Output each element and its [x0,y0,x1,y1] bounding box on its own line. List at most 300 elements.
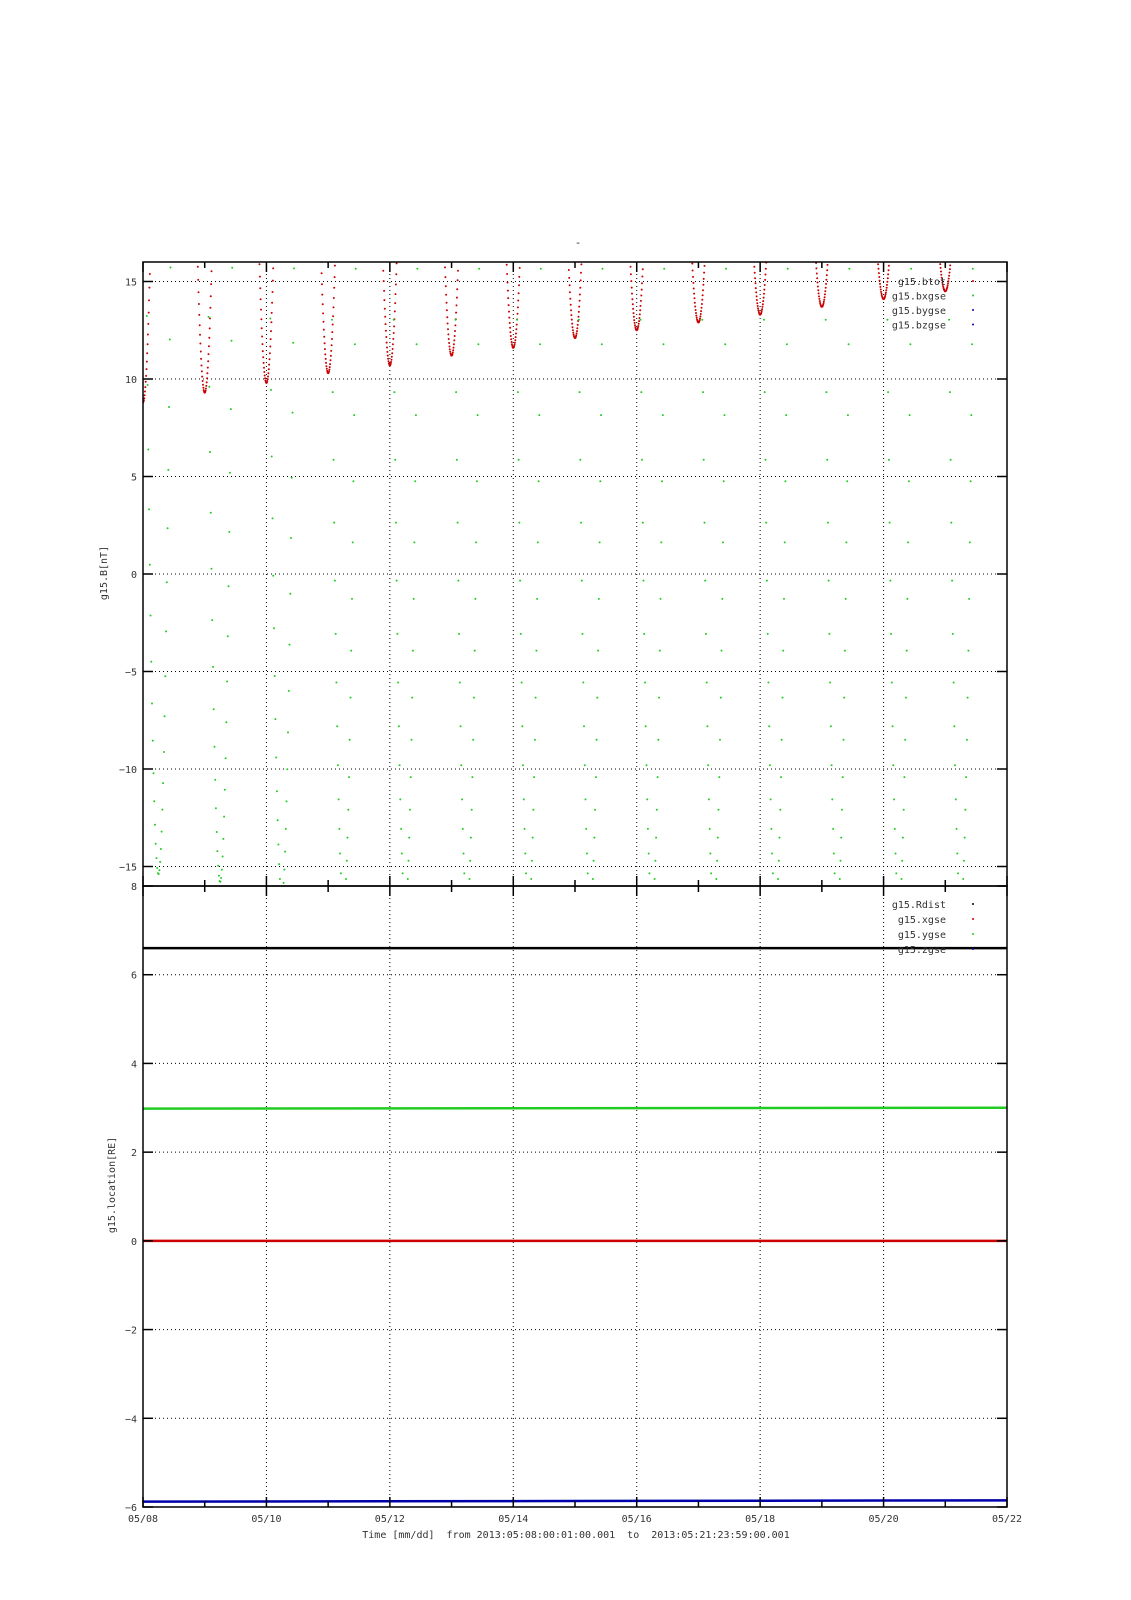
bxgse-point [228,585,230,587]
btot-point [701,307,703,309]
btot-point [510,338,512,340]
btot-point [694,306,696,308]
bxgse-point [333,459,335,461]
btot-point [198,314,200,316]
btot-point [335,240,337,242]
btot-point [202,384,204,386]
bxgse-point [163,751,165,753]
bxgse-point [411,739,413,741]
bxgse-point [844,650,846,652]
bxgse-point [525,872,527,874]
bxgse-point [774,903,776,905]
bxgse-point [158,869,160,871]
bxgse-point [402,888,404,890]
btot-point [766,248,768,250]
btot-point [885,289,887,291]
bxgse-point [338,828,340,830]
bxgse-point [953,682,955,684]
btot-point [950,252,952,254]
btot-point [705,234,707,236]
bxgse-point [837,900,839,902]
btot-point [395,273,397,275]
bxgse-point [710,872,712,874]
bxgse-point [153,800,155,802]
btot-point [258,236,260,238]
btot-point [207,360,209,362]
btot-point [329,363,331,365]
bxgse-point [526,888,528,890]
btot-point [695,315,697,317]
btot-point [937,228,939,230]
bxgse-point [518,459,520,461]
bxgse-point [334,580,336,582]
btot-point [511,341,513,343]
btot-point [579,294,581,296]
btot-point [815,267,817,269]
bxgse-point [469,860,471,862]
legend-marker [972,309,974,311]
bxgse-point [405,904,407,906]
bxgse-point [709,828,711,830]
bxgse-point [644,682,646,684]
bxgse-point [292,342,294,344]
bxgse-point [887,391,889,393]
bxgse-point [968,598,970,600]
btot-point [202,387,204,389]
bxgse-point [590,900,592,902]
bxgse-point [218,875,220,877]
bxgse-point [719,739,721,741]
btot-point [824,290,826,292]
bxgse-point [776,900,778,902]
btot-point [816,277,818,279]
btot-point [149,273,151,275]
btot-point [881,293,883,295]
btot-point [879,286,881,288]
bxgse-point [231,340,233,342]
bxgse-point [282,891,284,893]
btot-point [692,270,694,272]
bxgse-point [713,904,715,906]
bxgse-point [285,828,287,830]
bxgse-point [165,630,167,632]
btot-point [268,364,270,366]
btot-point [209,327,211,329]
bxgse-point [169,339,171,341]
bxgse-point [467,900,469,902]
bxgse-point [588,888,590,890]
bxgse-point [351,598,353,600]
bxgse-point [959,903,961,905]
btot-point [823,301,825,303]
bxgse-point [524,828,526,830]
bxgse-point [345,878,347,880]
btot-point [452,349,454,351]
bxgse-point [768,725,770,727]
legend-marker [972,295,974,297]
magnetic-field-panel [99,222,1007,906]
btot-point [456,304,458,306]
location-ytick-label: −4 [124,1414,137,1426]
btot-point [753,266,755,268]
legend-label: g15.Rdist [891,900,946,911]
btot-point [761,308,763,310]
btot-point [570,309,572,311]
bxgse-point [284,851,286,853]
bxgse-point [539,343,541,345]
bxgse-point [578,319,580,321]
bxgse-point [399,798,401,800]
btot-point [693,288,695,290]
bxgse-point [906,598,908,600]
btot-point [704,265,706,267]
bxgse-point [470,837,472,839]
btot-point [210,295,212,297]
btot-point [876,248,878,250]
btot-point [444,266,446,268]
btot-point [382,247,384,249]
bxgse-point [961,900,963,902]
btot-point [458,238,460,240]
btot-point [271,312,273,314]
bxgse-point [904,739,906,741]
bxgse-point [454,242,456,244]
bxgse-point [393,319,395,321]
bxgse-point [657,739,659,741]
bxgse-point [471,809,473,811]
bxgse-point [408,837,410,839]
btot-point [509,327,511,329]
bxgse-point [952,633,954,635]
btot-point [384,308,386,310]
bxgse-point [950,522,952,524]
btot-point [211,257,213,259]
bxgse-point [889,522,891,524]
bxgse-point [771,853,773,855]
bxgse-point [271,456,273,458]
btot-point [511,343,513,345]
btot-point [691,255,693,257]
bxgse-point [955,798,957,800]
btot-point [386,342,388,344]
bxgse-point [341,888,343,890]
bxgse-point [210,512,212,514]
bxgse-point [477,414,479,416]
bxgse-point [226,681,228,683]
btot-point [272,291,274,293]
btot-point [877,263,879,265]
bxgse-point [786,343,788,345]
btot-point [446,316,448,318]
btot-point [391,352,393,354]
bxgse-point [414,480,416,482]
bxgse-point [663,343,665,345]
btot-point [643,235,645,237]
bxgse-point [286,800,288,802]
bxgse-point [777,878,779,880]
bxgse-point [463,872,465,874]
bxgse-point [708,798,710,800]
btot-point [628,232,630,234]
bxgse-point [145,242,147,244]
bxgse-point [148,508,150,510]
btot-point [569,291,571,293]
btot-point [818,292,820,294]
bxgse-point [164,675,166,677]
bxgse-point [161,831,163,833]
btot-point [519,247,521,249]
btot-point [634,322,636,324]
bxgse-point [207,242,209,244]
legend-label: g15.xgse [897,915,946,926]
bxgse-point [593,837,595,839]
btot-point [762,306,764,308]
btot-point [948,278,950,280]
x-tick-labels [128,1514,1022,1525]
btot-point [696,317,698,319]
magnetic-field-ytick-label: −15 [118,862,137,874]
bxgse-point [657,776,659,778]
btot-point [334,276,336,278]
btot-point [211,270,213,272]
btot-point [875,229,877,231]
bxgse-point [639,242,641,244]
btot-point [515,333,517,335]
bxgse-point [346,860,348,862]
bxgse-point [643,633,645,635]
btot-point [757,307,759,309]
btot-point [514,344,516,346]
bxgse-point [966,739,968,741]
btot-point [333,287,335,289]
btot-point [273,241,275,243]
btot-point [936,222,938,224]
legend-label: g15.bygse [891,306,946,317]
bxgse-point [473,697,475,699]
btot-point [823,303,825,305]
bxgse-point [950,459,952,461]
btot-point [813,230,815,232]
bxgse-point [340,872,342,874]
bxgse-point [579,391,581,393]
btot-point [148,299,150,301]
btot-point [638,323,640,325]
bxgse-point [272,517,274,519]
btot-point [199,334,201,336]
btot-point [878,276,880,278]
bxgse-point [648,853,650,855]
btot-point [260,318,262,320]
bxgse-point [964,809,966,811]
bxgse-point [159,861,161,863]
btot-point [950,256,952,258]
btot-point [817,282,819,284]
btot-point [149,259,151,261]
bxgse-point [516,319,518,321]
bxgse-point [458,633,460,635]
btot-point [333,297,335,299]
btot-point [508,311,510,313]
btot-point [322,312,324,314]
btot-point [212,227,214,229]
btot-point [937,234,939,236]
bxgse-point [720,697,722,699]
bxgse-point [724,414,726,416]
bxgse-point [846,480,848,482]
bxgse-point [208,316,210,318]
bxgse-point [724,343,726,345]
location-panel [107,882,1007,1514]
btot-point [756,302,758,304]
btot-point [632,303,634,305]
bxgse-point [721,598,723,600]
btot-point [394,302,396,304]
bxgse-point [150,661,152,663]
btot-point [391,356,393,358]
bxgse-point [845,598,847,600]
btot-point [570,314,572,316]
btot-point [692,282,694,284]
bxgse-point [826,459,828,461]
btot-point [323,321,325,323]
btot-point [320,248,322,250]
btot-point [763,297,765,299]
location-ytick-label: 8 [130,882,137,893]
btot-point [571,323,573,325]
btot-point [878,268,880,270]
btot-point [755,287,757,289]
bxgse-point [352,541,354,543]
bxgse-point [646,798,648,800]
bxgse-point [825,391,827,393]
btot-point [387,358,389,360]
bxgse-point [276,790,278,792]
bxgse-point [589,903,591,905]
bxgse-point [289,593,291,595]
btot-point [459,226,461,228]
bxgse-point [640,391,642,393]
bxgse-point [965,776,967,778]
btot-point [271,302,273,304]
bxgse-point [701,242,703,244]
legend-label: g15.zgse [897,945,946,956]
btot-point [939,263,941,265]
btot-point [456,297,458,299]
btot-point [705,242,707,244]
btot-point [520,226,522,228]
bxgse-point [886,242,888,244]
bxgse-point [640,319,642,321]
bxgse-point [787,268,789,270]
btot-point [505,244,507,246]
bxgse-point [892,764,894,766]
bxgse-point [970,480,972,482]
btot-point [693,293,695,295]
btot-point [641,276,643,278]
btot-point [454,324,456,326]
bxgse-point [901,878,903,880]
btot-point [507,282,509,284]
btot-point [765,274,767,276]
btot-point [949,264,951,266]
bxgse-point [416,343,418,345]
btot-point [517,313,519,315]
bxgse-point [954,764,956,766]
btot-point [817,286,819,288]
bxgse-point [906,650,908,652]
btot-point [270,338,272,340]
btot-point [266,380,268,382]
btot-point [273,227,275,229]
bxgse-point [277,819,279,821]
btot-point [952,224,954,226]
bxgse-point [333,522,335,524]
btot-point [826,274,828,276]
bxgse-point [216,831,218,833]
btot-point [267,372,269,374]
btot-point [326,368,328,370]
bxgse-point [649,888,651,890]
legend-marker [972,948,974,950]
time-axis-label: Time [mm/dd] from 2013:05:08:00:01:00.001 to 2013:05:21:23:59:00.001 [362,1530,790,1541]
bxgse-point [763,319,765,321]
bxgse-point [663,268,665,270]
btot-point [147,334,149,336]
btot-point [757,305,759,307]
btot-point [330,350,332,352]
bxgse-point [718,776,720,778]
btot-point [634,324,636,326]
btot-point [940,271,942,273]
location-axes [125,882,1007,1514]
bxgse-point [288,690,290,692]
btot-point [331,331,333,333]
btot-point [447,333,449,335]
btot-point [333,306,335,308]
bxgse-point [170,267,172,269]
bxgse-point [532,837,534,839]
btot-point [150,243,152,245]
bxgse-point [213,708,215,710]
bxgse-point [279,878,281,880]
btot-point [690,240,692,242]
btot-point [323,329,325,331]
bxgse-point [468,892,470,894]
bxgse-point [338,798,340,800]
btot-point [209,307,211,309]
btot-point [582,236,584,238]
btot-point [756,299,758,301]
bxgse-point [535,650,537,652]
bxgse-point [824,242,826,244]
btot-point [388,360,390,362]
bxgse-point [837,904,839,906]
btot-point [576,332,578,334]
btot-point [937,240,939,242]
btot-point [582,226,584,228]
bxgse-point [642,522,644,524]
bxgse-point [711,888,713,890]
bxgse-point [900,892,902,894]
bxgse-point [722,541,724,543]
bxgse-point [461,798,463,800]
btot-point [144,386,146,388]
bxgse-point [350,650,352,652]
bxgse-point [895,853,897,855]
btot-point [394,310,396,312]
btot-point [819,300,821,302]
btot-point [764,284,766,286]
